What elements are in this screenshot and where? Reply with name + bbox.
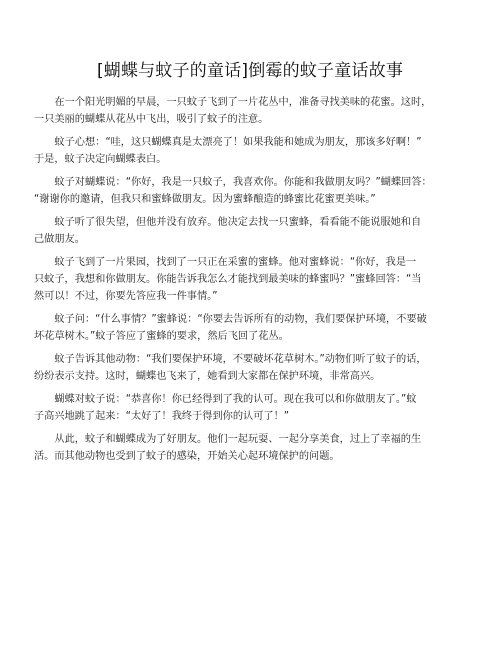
paragraph-line: 纷纷表示支持。这时，蝴蝶也飞来了，她看到大家都在保护环境，非常高兴。: [34, 371, 381, 382]
paragraph: [34, 174, 466, 208]
paragraph: [34, 351, 466, 385]
paragraph-line: 蚊子问：“什么事情？”蜜蜂说：“你要去告诉所有的动物，我们要保护环境，不要破: [54, 314, 427, 325]
paragraph-line: 蝴蝶对蚊子说：“恭喜你！你已经得到了我的认可。现在我可以和你做朋友了。”蚊: [54, 394, 417, 405]
paragraph: [34, 431, 466, 465]
paragraph: [34, 134, 466, 168]
paragraph: [34, 214, 466, 248]
paragraph-line: 蚊子告诉其他动物：“我们要保护环境，不要破坏花草树木。”动物们听了蚊子的话，: [54, 354, 427, 365]
paragraph-line: 一只美丽的蝴蝶从花丛中飞出，吸引了蚊子的注意。: [34, 114, 269, 125]
paragraph-line: 只蚊子，我想和你做朋友。你能告诉我怎么才能找到最美味的蜂蜜吗？”蜜蜂回答：“当: [34, 274, 422, 285]
paragraph-line: 蚊子听了很失望，但他并没有放弃。他决定去找一只蜜蜂，看看能不能说服她和自: [54, 217, 422, 228]
paragraph-line: 蚊子心想：“哇，这只蝴蝶真是太漂亮了！如果我能和她成为朋友，那该多好啊！”: [54, 137, 422, 148]
paragraph-line: 坏花草树木。”蚊子答应了蜜蜂的要求，然后飞回了花丛。: [34, 331, 289, 342]
paragraph-line: 蚊子飞到了一片果园，找到了一只正在采蜜的蜜蜂。他对蜜蜂说：“你好，我是一: [54, 257, 417, 268]
paragraph-line: 己做朋友。: [34, 234, 85, 245]
paragraph-line: 于是，蚊子决定向蝴蝶表白。: [34, 154, 167, 165]
paragraph-line: “谢谢你的邀请，但我只和蜜蜂做朋友。因为蜜蜂酿造的蜂蜜比花蜜更美味。”: [34, 194, 376, 205]
paragraph-line: 蚊子对蝴蝶说：“你好，我是一只蚊子，我喜欢你。你能和我做朋友吗？”蝴蝶回答：: [54, 177, 432, 188]
document-body: [34, 94, 466, 465]
paragraph-line: 子高兴地跳了起来：“太好了！我终于得到你的认可了！”: [34, 411, 290, 422]
document-title: [蝴蝶与蚊子的童话]倒霉的蚊子童话故事: [96, 61, 404, 81]
paragraph: [34, 254, 466, 305]
paragraph-line: 从此，蚊子和蝴蝶成为了好朋友。他们一起玩耍、一起分享美食，过上了幸福的生: [54, 434, 422, 445]
paragraph: [34, 311, 466, 345]
paragraph: [34, 94, 466, 128]
paragraph-line: 然可以！不过，你要先答应我一件事情。”: [34, 291, 218, 302]
paragraph-line: 在一个阳光明媚的早晨，一只蚊子飞到了一片花丛中，准备寻找美味的花蜜。这时，: [54, 97, 432, 108]
paragraph-line: 活。而其他动物也受到了蚊子的感染，开始关心起环境保护的问题。: [34, 451, 340, 462]
paragraph: [34, 391, 466, 425]
